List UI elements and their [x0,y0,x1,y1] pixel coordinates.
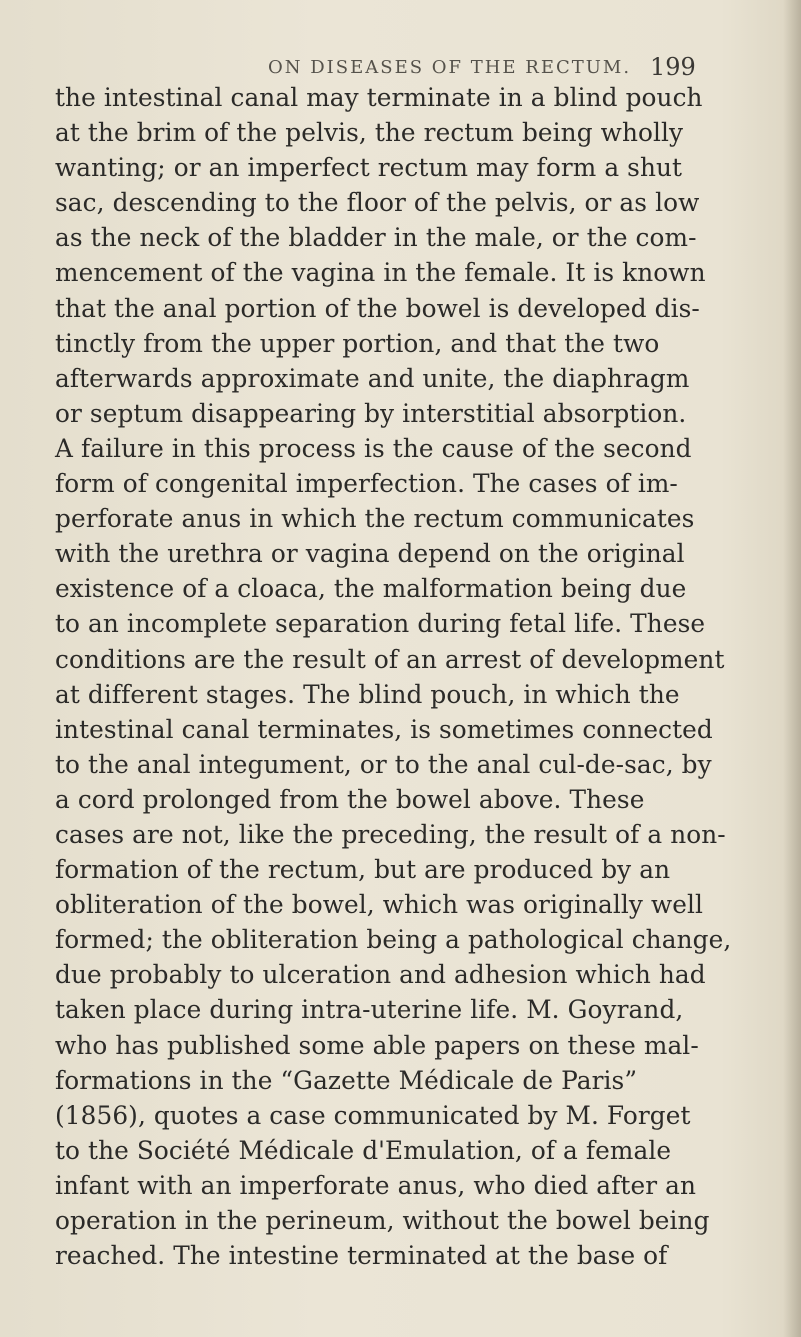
text-line: to an incomplete separation during fetal life. These [55,609,706,639]
text-line: at the brim of the pelvis, the rectum being wholly [55,118,684,148]
text-line: operation in the perineum, without the bowel being [55,1206,710,1235]
text-line: reached. The intestine terminated at the base of [55,1241,668,1271]
text-line: the intestinal canal may terminate in a blind pouch [55,83,703,112]
text-line: (1856), quotes a case communicated by M. Forget [55,1100,691,1130]
text-line: or septum disappearing by interstitial absorption. [55,398,687,428]
text-line: to the Société Médicale d'Emulation, of a female [55,1135,672,1165]
text-line: tinctly from the upper portion, and that the two [55,328,660,358]
text-line: taken place during intra-uterine life. M. Goyrand, [55,995,684,1025]
text-line: with the urethra or vagina depend on the original [55,539,685,569]
page-number: 199 [650,53,696,81]
text-line: at different stages. The blind pouch, in which the [55,679,680,709]
text-line: due probably to ulceration and adhesion which had [55,960,706,990]
text-line: mencement of the vagina in the female. It is known [55,258,706,288]
text-line: as the neck of the bladder in the male, or the com- [55,223,697,253]
text-line: sac, descending to the floor of the pelvis, or as low [55,188,700,218]
text-line: conditions are the result of an arrest of development [55,644,725,674]
text-line: obliteration of the bowel, which was originally well [55,890,704,920]
text-line: formation of the rectum, but are produced by an [55,855,671,885]
text-line: formed; the obliteration being a pathological change, [55,925,732,955]
text-line: form of congenital imperfection. The cases of im- [55,469,678,499]
body-text [55,80,797,1273]
text-line: intestinal canal terminates, is sometimes connected [55,714,713,744]
text-line: infant with an imperforate anus, who died after an [55,1170,697,1200]
text-line: A failure in this process is the cause of the second [55,433,692,463]
text-line: existence of a cloaca, the malformation being due [55,574,687,604]
text-line: formations in the “Gazette Médicale de Paris” [55,1065,638,1095]
text-line: to the anal integument, or to the anal cul-de-sac, by [55,749,712,779]
text-line: perforate anus in which the rectum communicates [55,504,695,534]
text-line: afterwards approximate and unite, the diaphragm [55,363,690,393]
text-line: that the anal portion of the bowel is developed dis- [55,293,700,323]
running-head: ON DISEASES OF THE RECTUM. [268,57,632,78]
text-line: a cord prolonged from the bowel above. These [55,784,645,814]
text-line: cases are not, like the preceding, the result of a non- [55,819,726,849]
text-line: wanting; or an imperfect rectum may form a shut [55,153,683,183]
text-line: who has published some able papers on these mal- [55,1030,699,1060]
